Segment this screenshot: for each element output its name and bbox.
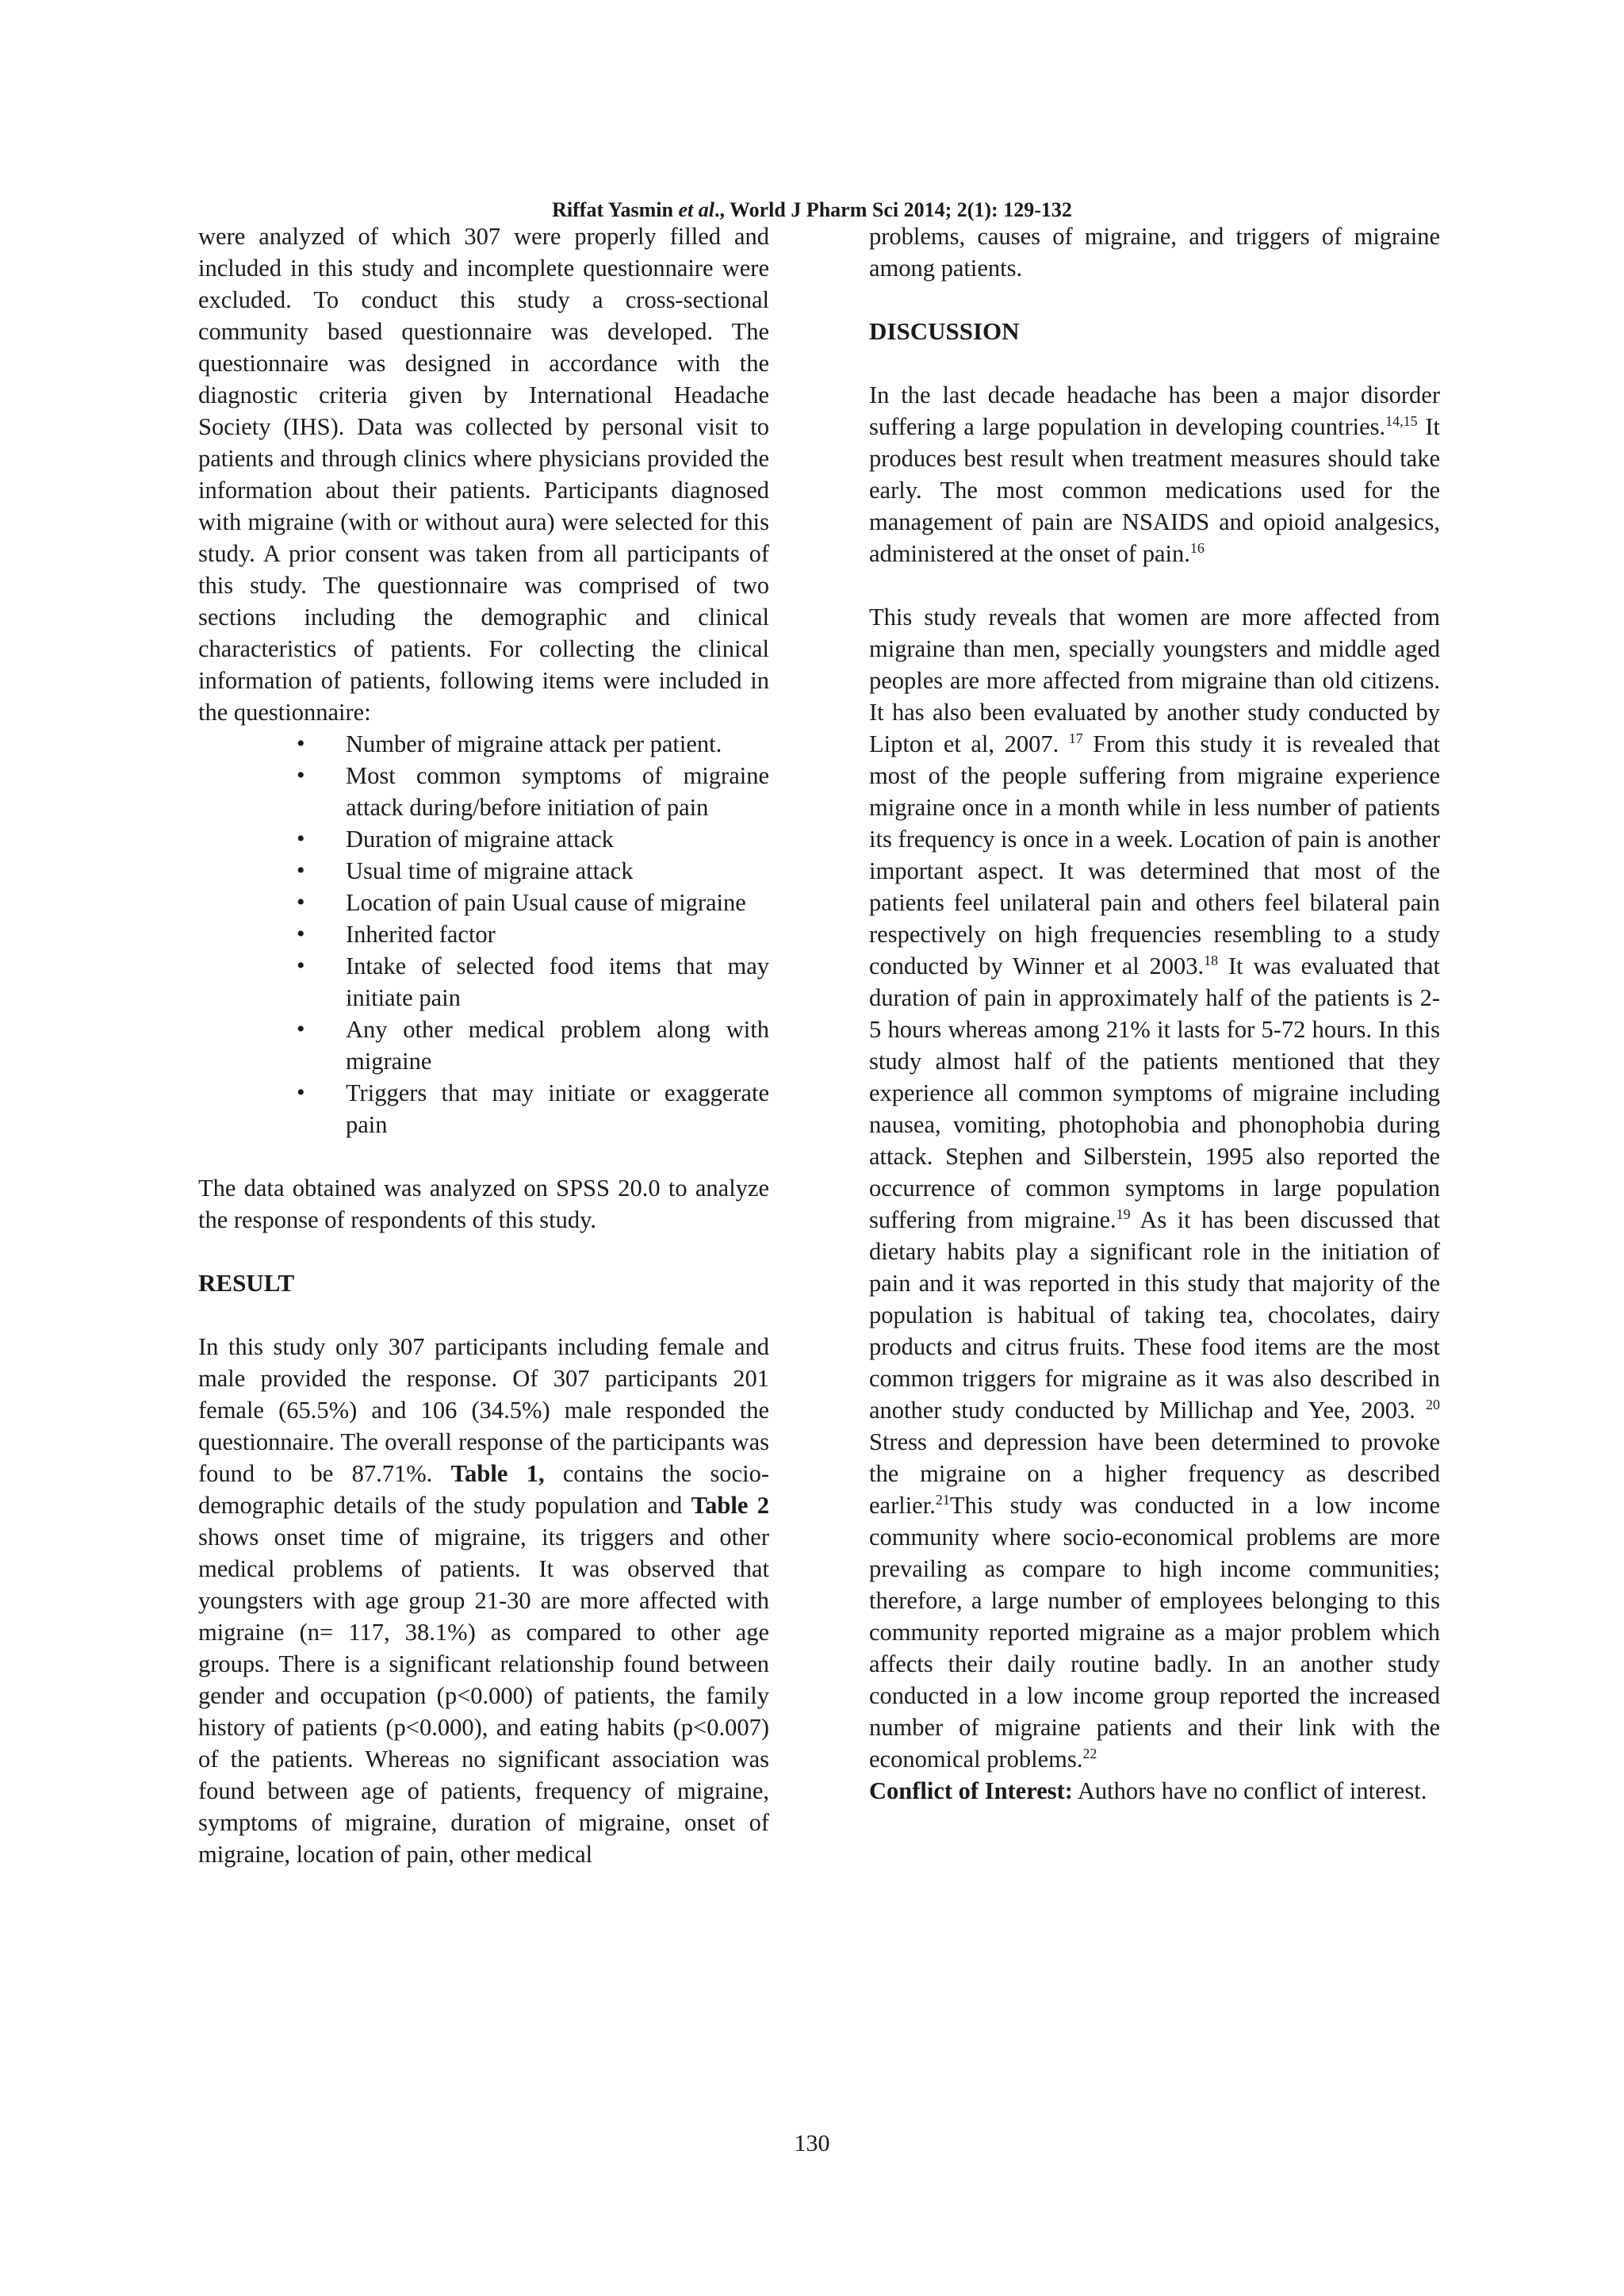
citation-ref: 21: [935, 1491, 950, 1508]
discussion-text: From this study it is revealed that most of the people suffering from migraine experience migraine once in a month while in less number of patients its frequency is once in a week. Location of pain is another important aspect. It was determined that most of the patients feel unilateral pain and others feel bilateral pain respectively on high frequencies resembling to a study conducted by Winner et al 2003.: [869, 730, 1441, 979]
citation-ref: 20: [1426, 1396, 1440, 1412]
header-citation: ., World J Pharm Sci 2014; 2(1): 129-132: [714, 198, 1072, 221]
list-item: • Intake of selected food items that may initiate pain: [346, 950, 769, 1014]
result-text-c: shows onset time of migraine, its triggers and other medical problems of patients. It was observed that youngsters with age group 21-30 are more affected with migraine (n= 117, 38.1%) as compared to other age groups. There is a significant relationship found between gender and occupation (p<0.000) of patients, the family history of patients (p<0.000), and eating habits (p<0.007) of the patients. Whereas no significant association was found between age of patients, frequency of migraine, symptoms of migraine, duration of migraine, onset of migraine, location of pain, other medical: [198, 1524, 769, 1868]
right-column: [869, 220, 1440, 1807]
citation-ref: 14,15: [1385, 412, 1418, 429]
discussion-text: As it has been discussed that dietary habits play a significant role in the initiation of pain and it was reported in this study that majority of the population is habitual of taking tea, chocolates, dairy products and citrus fruits. These food items are the most common triggers for migraine as it was also described in another study conducted by Millichap and Yee, 2003.: [869, 1206, 1440, 1424]
discussion-paragraph-1: [869, 379, 1440, 569]
conflict-of-interest: [869, 1775, 1440, 1807]
citation-ref: 18: [1204, 952, 1219, 968]
list-item: • Most common symptoms of migraine attack during/before initiation of pain: [346, 760, 769, 823]
spss-paragraph: The data obtained was analyzed on SPSS 20.0 to analyze the response of respondents of this study.: [198, 1175, 769, 1233]
result-heading: RESULT: [198, 1269, 295, 1297]
list-item: • Duration of migraine attack: [346, 823, 769, 855]
methods-paragraph: were analyzed of which 307 were properly filled and included in this study and incomplete questionnaire were excluded. To conduct this study a cross-sectional community based questionnaire was developed. The questionnaire was designed in accordance with the diagnostic criteria given by International Headache Society (IHS). Data was collected by personal visit to patients and through clinics where physicians provided the information about their patients. Participants diagnosed with migraine (with or without aura) were selected for this study. A prior consent was taken from all participants of this study. The questionnaire was comprised of two sections including the demographic and clinical characteristics of patients. For collecting the clinical information of patients, following items were included in the questionnaire:: [198, 223, 769, 726]
discussion-text: It was evaluated that duration of pain in approximately half of the patients is 2-5 hours whereas among 21% it lasts for 5-72 hours. In this study almost half of the patients mentioned that they experience all common symptoms of migraine including nausea, vomiting, photophobia and phonophobia during attack. Stephen and Silberstein, 1995 also reported the occurrence of common symptoms in large population suffering from migraine.: [869, 953, 1440, 1233]
result-continued-paragraph: problems, causes of migraine, and triggers of migraine among patients.: [869, 223, 1440, 282]
citation-ref: 22: [1082, 1745, 1097, 1761]
header-etal: et al: [678, 198, 714, 221]
questionnaire-items-list: [198, 728, 769, 1140]
citation-ref: 19: [1116, 1205, 1131, 1222]
coi-text: Authors have no conflict of interest.: [1072, 1777, 1427, 1804]
citation-ref: 17: [1068, 730, 1083, 746]
result-paragraph: [198, 1331, 769, 1870]
page-number: 130: [794, 2130, 830, 2156]
table1-ref: Table 1,: [450, 1460, 545, 1487]
discussion-text: It produces best result when treatment measures should take early. The most common medications used for the management of pain are NSAIDS and opioid analgesics, administered at the onset of pain.: [869, 413, 1440, 567]
list-item: • Inherited factor: [346, 918, 769, 950]
citation-ref: 16: [1189, 539, 1205, 556]
list-item: • Triggers that may initiate or exaggerate pain: [346, 1077, 769, 1140]
result-text-a: In this study only 307 participants including female and male provided the response. Of 307 participants 201 female (65.5%) and 106 (34.5%) male responded the questionnaire. The overall response of the participants was found to be 87.71%.: [198, 1333, 769, 1487]
table2-ref: Table 2: [691, 1492, 769, 1519]
result-text-b: contains the socio-demographic details of the study population and: [198, 1460, 769, 1519]
list-item: • Any other medical problem along with migraine: [346, 1014, 769, 1077]
discussion-paragraph-2: [869, 601, 1440, 1775]
discussion-text: This study reveals that women are more affected from migraine than men, specially youngsters and middle aged peoples are more affected from migraine than old citizens. It has also been evaluated by another study conducted by Lipton et al, 2007.: [869, 604, 1440, 757]
discussion-text: In the last decade headache has been a major disorder suffering a large population in developing countries.: [869, 381, 1440, 440]
list-item: • Number of migraine attack per patient.: [346, 728, 769, 760]
discussion-heading: DISCUSSION: [869, 317, 1020, 345]
list-item: • Location of pain Usual cause of migraine: [346, 887, 769, 918]
discussion-text: Stress and depression have been determined to provoke the migraine on a higher frequency as described earlier.: [869, 1428, 1440, 1519]
header-author: Riffat Yasmin: [552, 198, 673, 221]
coi-label: Conflict of Interest:: [869, 1777, 1073, 1804]
left-column: [198, 220, 769, 1870]
discussion-text: This study was conducted in a low income community where socio-economical problems are more prevailing as compare to high income communities; therefore, a large number of employees belonging to this community reported migraine as a major problem which affects their daily routine badly. In an another study conducted in a low income group reported the increased number of migraine patients and their link with the economical problems.: [869, 1492, 1440, 1773]
running-header: [0, 198, 1624, 222]
list-item: • Usual time of migraine attack: [346, 855, 769, 887]
